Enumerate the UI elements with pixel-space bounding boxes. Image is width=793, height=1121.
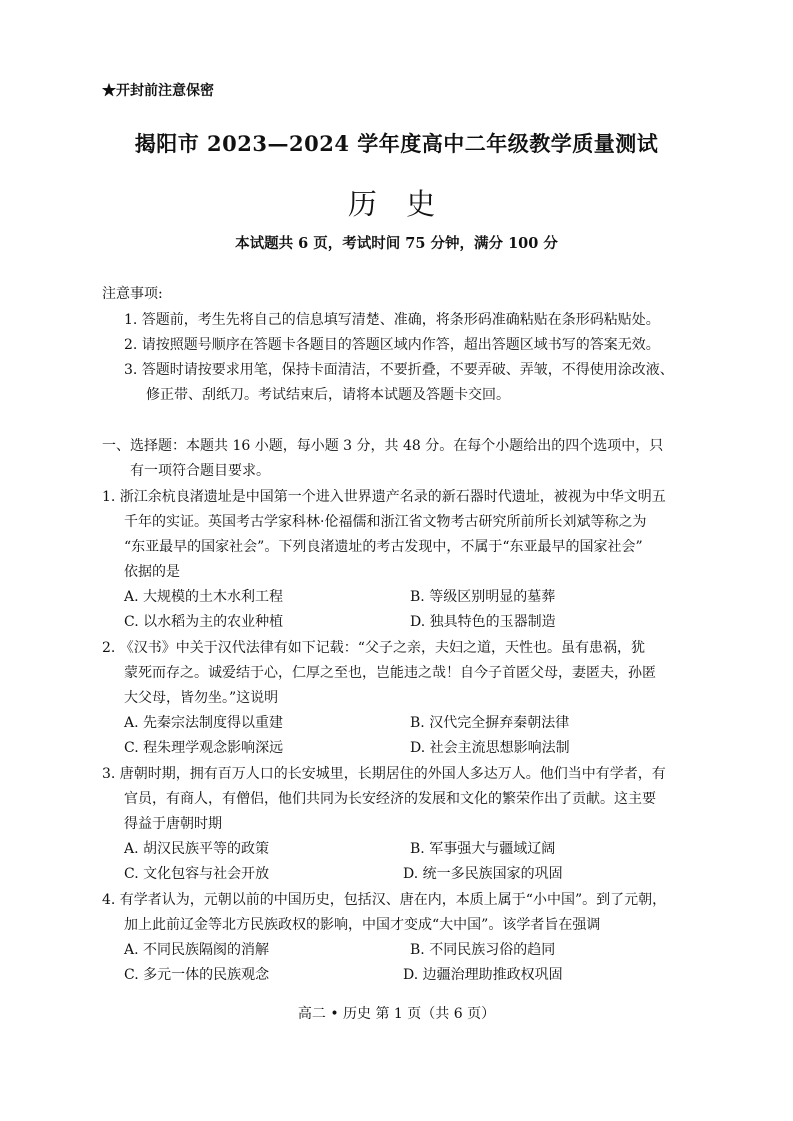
subject-title: 历 史 bbox=[347, 187, 446, 221]
exam-title: 揭阳市 2023—2024 学年度高中二年级教学质量测试 bbox=[134, 131, 659, 156]
exam-info: 本试题共 6 页，考试时间 75 分钟，满分 100 分 bbox=[235, 235, 558, 252]
question-4-option-d[interactable]: D. 边疆治理助推政权巩固 bbox=[403, 967, 563, 983]
question-4-option-a[interactable]: A. 不同民族隔阂的消解 bbox=[124, 942, 270, 958]
question-1-option-d[interactable]: D. 独具特色的玉器制造 bbox=[410, 614, 556, 630]
page-footer: 高二 • 历史 第 1 页（共 6 页） bbox=[297, 1006, 496, 1022]
note-item: 3. 答题时请按要求用笔，保持卡面清洁，不要折叠，不要弄破、弄皱，不得使用涂改液、 bbox=[124, 362, 674, 378]
question-2-stem-line: 蒙死而存之。诚爱结于心，仁厚之至也，岂能违之哉！自今子首匿父母，妻匿夫，孙匿 bbox=[124, 665, 656, 681]
question-4-option-c[interactable]: C. 多元一体的民族观念 bbox=[124, 967, 270, 983]
note-item: 1. 答题前，考生先将自己的信息填写清楚、准确，将条形码准确粘贴在条形码粘贴处。 bbox=[124, 312, 660, 328]
question-4-stem: 4. 有学者认为，元朝以前的中国历史，包括汉、唐在内，本质上属于“小中国”。到了元朝， bbox=[102, 892, 667, 908]
section-heading: 一、选择题：本题共 16 小题，每小题 3 分，共 48 分。在每个小题给出的四个选项中，只 bbox=[102, 438, 664, 454]
question-1-stem: 1. 浙江余杭良渚遗址是中国第一个进入世界遗产名录的新石器时代遗址，被视为中华文明五 bbox=[102, 489, 666, 505]
question-3-stem: 3. 唐朝时期，拥有百万人口的长安城里，长期居住的外国人多达万人。他们当中有学者，有 bbox=[102, 766, 666, 782]
question-3-option-c[interactable]: C. 文化包容与社会开放 bbox=[124, 866, 270, 882]
notes-heading: 注意事项: bbox=[102, 286, 163, 302]
question-1-stem-line: “东亚最早的国家社会”。下列良渚遗址的考古发现中，不属于“东亚最早的国家社会” bbox=[124, 539, 643, 555]
section-heading-continued: 有一项符合题目要求。 bbox=[130, 463, 270, 479]
note-item-continued: 修正带、刮纸刀。考试结束后，请将本试题及答题卡交回。 bbox=[146, 387, 510, 403]
question-3-option-a[interactable]: A. 胡汉民族平等的政策 bbox=[124, 841, 270, 857]
note-item: 2. 请按照题号顺序在答题卡各题目的答题区域内作答，超出答题区域书写的答案无效。 bbox=[124, 337, 660, 353]
question-4-option-b[interactable]: B. 不同民族习俗的趋同 bbox=[410, 942, 556, 958]
question-1-option-a[interactable]: A. 大规模的土木水利工程 bbox=[124, 589, 284, 605]
question-3-stem-line: 官员，有商人，有僧侣，他们共同为长安经济的发展和文化的繁荣作出了贡献。这主要 bbox=[124, 791, 656, 807]
question-3-stem-line: 得益于唐朝时期 bbox=[124, 816, 222, 832]
question-1-stem-line: 依据的是 bbox=[124, 564, 180, 580]
question-2-option-c[interactable]: C. 程朱理学观念影响深远 bbox=[124, 740, 284, 756]
question-2-stem-line: 大父母，皆勿坐。”这说明 bbox=[124, 690, 279, 706]
question-1-stem-line: 千年的实证。英国考古学家科林·伦福儒和浙江省文物考古研究所前所长刘斌等称之为 bbox=[124, 514, 647, 530]
question-3-option-d[interactable]: D. 统一多民族国家的巩固 bbox=[403, 866, 563, 882]
question-1-option-c[interactable]: C. 以水稻为主的农业种植 bbox=[124, 614, 284, 630]
question-4-stem-line: 加上此前辽金等北方民族政权的影响，中国才变成“大中国”。该学者旨在强调 bbox=[124, 917, 601, 933]
confidential-notice: ★开封前注意保密 bbox=[102, 83, 214, 99]
question-2-stem: 2. 《汉书》中关于汉代法律有如下记载：“父子之亲，夫妇之道，天性也。虽有患祸，犹 bbox=[102, 640, 645, 656]
question-2-option-d[interactable]: D. 社会主流思想影响法制 bbox=[410, 740, 570, 756]
question-1-option-b[interactable]: B. 等级区别明显的墓葬 bbox=[410, 589, 556, 605]
question-2-option-b[interactable]: B. 汉代完全摒弃秦朝法律 bbox=[410, 715, 570, 731]
question-3-option-b[interactable]: B. 军事强大与疆域辽阔 bbox=[410, 841, 556, 857]
question-2-option-a[interactable]: A. 先秦宗法制度得以重建 bbox=[124, 715, 284, 731]
